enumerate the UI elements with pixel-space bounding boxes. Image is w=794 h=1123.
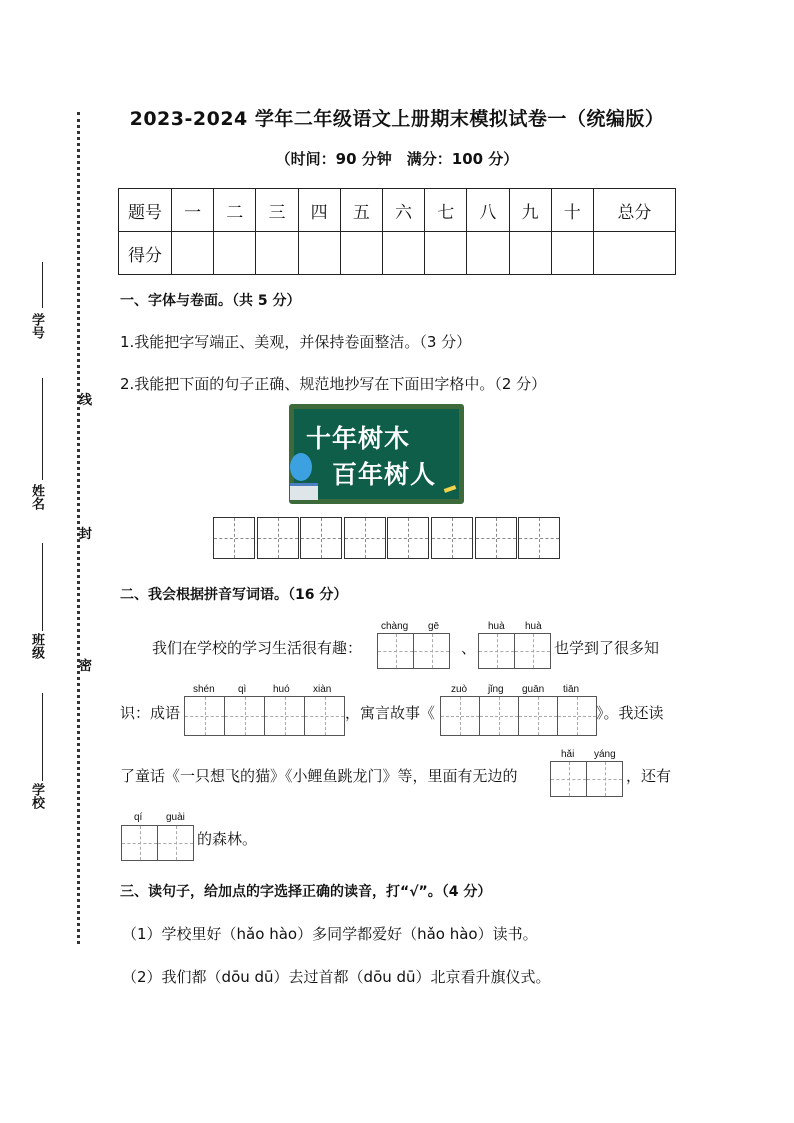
score-header-cell: 总分 bbox=[593, 189, 675, 232]
exam-subtitle: （时间：90 分钟 满分：100 分） bbox=[275, 150, 519, 168]
section2-line2-b: ，寓言故事《 bbox=[345, 704, 436, 722]
copy-grid-cell[interactable] bbox=[257, 517, 299, 559]
score-table-score-row bbox=[119, 232, 676, 275]
score-cell[interactable] bbox=[551, 232, 593, 275]
pinyin-shen: shén bbox=[193, 684, 215, 695]
copy-grid-cell[interactable] bbox=[387, 517, 429, 559]
answer-box-qiguai[interactable] bbox=[121, 825, 194, 861]
pinyin-hua1: huà bbox=[488, 621, 505, 632]
section2-line3-a: 了童话《一只想飞的猫》《小鲤鱼跳龙门》等，里面有无边的 bbox=[120, 767, 518, 785]
pinyin-hai: hǎi bbox=[561, 749, 575, 760]
school-field[interactable] bbox=[42, 693, 43, 781]
score-header-cell: 二 bbox=[214, 189, 256, 232]
score-header-cell: 题号 bbox=[119, 189, 172, 232]
pinyin-jing: jǐng bbox=[488, 684, 504, 695]
score-table-header-row bbox=[119, 189, 676, 232]
score-header-cell: 四 bbox=[298, 189, 340, 232]
score-cell[interactable] bbox=[172, 232, 214, 275]
student-id-field[interactable] bbox=[42, 262, 43, 308]
copy-grid-cell[interactable] bbox=[344, 517, 386, 559]
copy-grid bbox=[213, 517, 562, 559]
score-header-cell: 八 bbox=[467, 189, 509, 232]
globe-icon bbox=[290, 453, 312, 481]
label-student-id: 学号 bbox=[29, 313, 44, 339]
section2-line4-a: 的森林。 bbox=[197, 830, 258, 848]
page-title: 2023-2024 学年二年级语文上册期末模拟试卷一（统编版） bbox=[129, 108, 665, 130]
answer-box-shenqi[interactable] bbox=[184, 696, 345, 736]
label-class: 班级 bbox=[29, 633, 44, 659]
score-header-cell: 九 bbox=[509, 189, 551, 232]
answer-box-huahua[interactable] bbox=[478, 633, 551, 669]
score-row-label: 得分 bbox=[119, 232, 172, 275]
score-header-cell: 三 bbox=[256, 189, 298, 232]
section2-line1-b: 也学到了很多知 bbox=[554, 639, 660, 657]
section2-line3-b: ，还有 bbox=[626, 767, 672, 785]
section1-item1: 1.我能把字写端正、美观，并保持卷面整洁。（3 分） bbox=[120, 333, 472, 351]
pinyin-guai: guài bbox=[166, 812, 185, 823]
pinyin-xian: xiàn bbox=[313, 684, 332, 695]
pinyin-hua2: huà bbox=[525, 621, 542, 632]
board-line2: 百年树人 bbox=[332, 460, 437, 489]
answer-box-haiyang[interactable] bbox=[550, 761, 623, 797]
label-name: 姓名 bbox=[29, 484, 44, 510]
section3-heading: 三、读句子，给加点的字选择正确的读音，打“√”。（4 分） bbox=[120, 884, 492, 900]
pinyin-chang: chàng bbox=[381, 621, 409, 632]
section1-item2: 2.我能把下面的句子正确、规范地抄写在下面田字格中。（2 分） bbox=[120, 375, 547, 393]
section2-heading: 二、我会根据拼音写词语。（16 分） bbox=[120, 587, 348, 603]
pinyin-qi2: qí bbox=[134, 812, 143, 823]
seal-char-secret: 密 bbox=[79, 659, 93, 674]
score-header-cell: 七 bbox=[425, 189, 467, 232]
section3-question1: （1）学校里好（hǎo hào）多同学都爱好（hǎo hào）读书。 bbox=[122, 925, 538, 943]
score-cell[interactable] bbox=[382, 232, 424, 275]
pinyin-ge: gē bbox=[428, 621, 440, 632]
pinyin-guan: guān bbox=[522, 684, 545, 695]
board-line1: 十年树木 bbox=[306, 424, 411, 453]
score-cell[interactable] bbox=[467, 232, 509, 275]
pinyin-huo: huó bbox=[273, 684, 290, 695]
score-cell[interactable] bbox=[340, 232, 382, 275]
pinyin-zuo: zuò bbox=[451, 684, 468, 695]
section2-line2-c: 》。我还读 bbox=[596, 704, 664, 722]
section2-line2-a: 识：成语 bbox=[120, 704, 181, 722]
section1-heading: 一、字体与卷面。（共 5 分） bbox=[120, 293, 301, 309]
score-cell[interactable] bbox=[509, 232, 551, 275]
score-cell[interactable] bbox=[214, 232, 256, 275]
copy-grid-cell[interactable] bbox=[300, 517, 342, 559]
score-cell[interactable] bbox=[298, 232, 340, 275]
answer-box-changge[interactable] bbox=[377, 633, 450, 669]
seal-char-line: 线 bbox=[79, 393, 93, 408]
section3-question2: （2）我们都（dōu dū）去过首都（dōu dū）北京看升旗仪式。 bbox=[122, 968, 551, 986]
pinyin-yang: yáng bbox=[594, 749, 616, 760]
answer-box-zuojing[interactable] bbox=[440, 696, 597, 736]
score-header-cell: 十 bbox=[551, 189, 593, 232]
name-field[interactable] bbox=[42, 378, 43, 480]
copy-grid-cell[interactable] bbox=[431, 517, 473, 559]
score-cell[interactable] bbox=[425, 232, 467, 275]
copy-grid-cell[interactable] bbox=[518, 517, 560, 559]
score-cell[interactable] bbox=[256, 232, 298, 275]
score-header-cell: 一 bbox=[172, 189, 214, 232]
chalk-icon bbox=[444, 485, 457, 493]
section2-line1-sep: 、 bbox=[461, 639, 477, 657]
score-header-cell: 五 bbox=[340, 189, 382, 232]
class-field[interactable] bbox=[42, 543, 43, 631]
pinyin-tian: tiān bbox=[563, 684, 580, 695]
pinyin-qi: qì bbox=[238, 684, 247, 695]
score-cell[interactable] bbox=[593, 232, 675, 275]
score-table bbox=[118, 188, 676, 275]
label-school: 学校 bbox=[29, 783, 44, 809]
books-icon bbox=[290, 483, 318, 500]
chalkboard-image bbox=[289, 404, 464, 504]
copy-grid-cell[interactable] bbox=[213, 517, 255, 559]
score-header-cell: 六 bbox=[382, 189, 424, 232]
copy-grid-cell[interactable] bbox=[475, 517, 517, 559]
seal-char-seal: 封 bbox=[79, 527, 93, 542]
section2-line1-a: 我们在学校的学习生活很有趣： bbox=[152, 639, 363, 657]
